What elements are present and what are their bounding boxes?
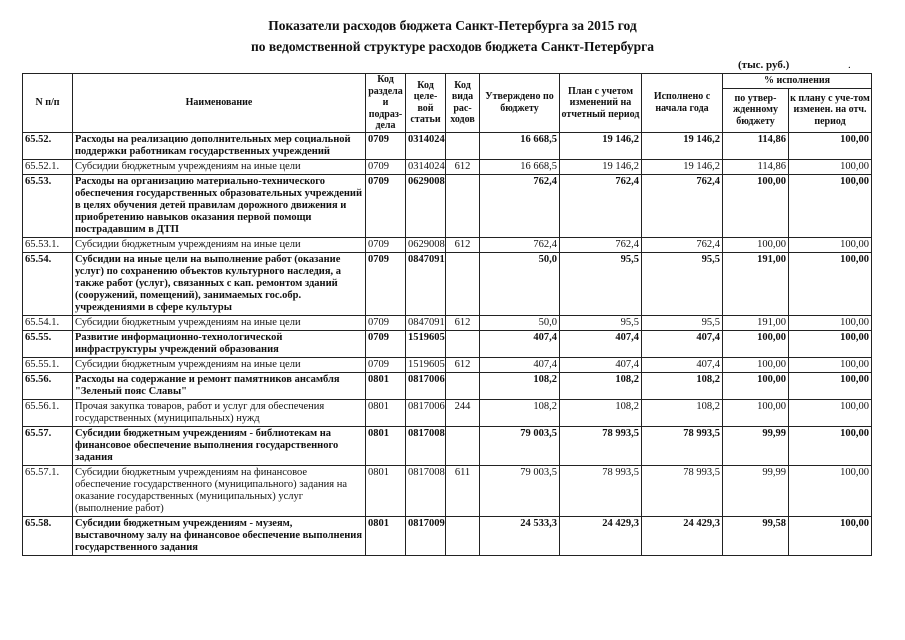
row-pct-budget: 100,00 (723, 330, 789, 357)
row-pct-budget: 100,00 (723, 357, 789, 372)
row-approved: 762,4 (480, 174, 560, 237)
table-row (23, 372, 872, 399)
row-plan: 78 993,5 (560, 426, 642, 465)
row-name: Субсидии на иные цели на выполнение работ (оказание услуг) по сохранению объектов культурного наследия, а также работ (услуг), связанных с кап. ремонтом зданий (сооружений, помещений), занимаемых гос.обр. учреждениями в сфере культуры (73, 252, 366, 315)
row-target-code: 0817006 (406, 372, 446, 399)
row-name: Субсидии бюджетным учреждениям - библиотекам на финансовое обеспечение выполнения государственного задания (73, 426, 366, 465)
row-executed: 407,4 (642, 357, 723, 372)
row-kind-code (446, 174, 480, 237)
report-title-line-2: по ведомственной структуре расходов бюджета Санкт-Петербурга (250, 39, 655, 54)
row-approved: 16 668,5 (480, 159, 560, 174)
row-plan: 108,2 (560, 372, 642, 399)
row-name: Расходы на реализацию дополнительных мер социальной поддержки работникам государственных учреждений (73, 132, 366, 159)
row-name: Субсидии бюджетным учреждениям на иные цели (73, 315, 366, 330)
row-approved: 407,4 (480, 330, 560, 357)
row-pct-budget: 99,99 (723, 426, 789, 465)
row-plan: 24 429,3 (560, 516, 642, 555)
row-pct-budget: 191,00 (723, 315, 789, 330)
row-number: 65.57.1. (23, 465, 73, 516)
row-pct-budget: 100,00 (723, 372, 789, 399)
row-target-code: 0817009 (406, 516, 446, 555)
row-kind-code (446, 516, 480, 555)
row-approved: 16 668,5 (480, 132, 560, 159)
row-approved: 24 533,3 (480, 516, 560, 555)
row-plan: 407,4 (560, 357, 642, 372)
row-approved: 50,0 (480, 315, 560, 330)
row-pct-budget: 99,99 (723, 465, 789, 516)
row-section-code: 0709 (366, 159, 406, 174)
row-pct-plan: 100,00 (789, 315, 872, 330)
row-executed: 762,4 (642, 237, 723, 252)
row-section-code: 0801 (366, 516, 406, 555)
header-target-code: Код целе-вой статьи (406, 74, 446, 133)
row-section-code: 0801 (366, 372, 406, 399)
table-row (23, 426, 872, 465)
header-approved: Утверждено по бюджету (480, 74, 560, 133)
row-executed: 24 429,3 (642, 516, 723, 555)
row-approved: 79 003,5 (480, 465, 560, 516)
row-pct-plan: 100,00 (789, 372, 872, 399)
row-target-code: 0847091 (406, 252, 446, 315)
row-name: Развитие информационно-технологической инфраструктуры учреждений образования (73, 330, 366, 357)
row-number: 65.53.1. (23, 237, 73, 252)
row-section-code: 0801 (366, 426, 406, 465)
row-approved: 407,4 (480, 357, 560, 372)
row-target-code: 0847091 (406, 315, 446, 330)
budget-table (22, 73, 872, 556)
units-label: (тыс. руб.) (738, 59, 790, 71)
row-number: 65.55. (23, 330, 73, 357)
row-executed: 95,5 (642, 315, 723, 330)
row-plan: 95,5 (560, 315, 642, 330)
table-row (23, 330, 872, 357)
row-name: Расходы на содержание и ремонт памятников ансамбля "Зеленый пояс Славы" (73, 372, 366, 399)
row-plan: 407,4 (560, 330, 642, 357)
row-executed: 19 146,2 (642, 132, 723, 159)
row-pct-budget: 100,00 (723, 237, 789, 252)
table-row (23, 399, 872, 426)
row-name: Субсидии бюджетным учреждениям на иные цели (73, 237, 366, 252)
row-target-code: 0817006 (406, 399, 446, 426)
row-executed: 762,4 (642, 174, 723, 237)
row-number: 65.53. (23, 174, 73, 237)
table-row (23, 252, 872, 315)
row-plan: 19 146,2 (560, 132, 642, 159)
table-row (23, 132, 872, 159)
table-header (23, 74, 872, 133)
row-plan: 762,4 (560, 237, 642, 252)
header-num: N п/п (23, 74, 73, 133)
header-executed: Исполнено с начала года (642, 74, 723, 133)
row-approved: 762,4 (480, 237, 560, 252)
row-number: 65.54. (23, 252, 73, 315)
row-kind-code (446, 132, 480, 159)
row-pct-plan: 100,00 (789, 516, 872, 555)
row-name: Субсидии бюджетным учреждениям на финансовое обеспечение государственного (муниципального) задания на оказание государственных (муниципальных) услуг (выполнение работ) (73, 465, 366, 516)
row-number: 65.56. (23, 372, 73, 399)
row-kind-code: 612 (446, 159, 480, 174)
row-kind-code (446, 252, 480, 315)
row-target-code: 0314024 (406, 159, 446, 174)
row-executed: 19 146,2 (642, 159, 723, 174)
table-row (23, 174, 872, 237)
row-name: Субсидии бюджетным учреждениям - музеям, выставочному залу на финансовое обеспечение выполнения государственного задания (73, 516, 366, 555)
table-row (23, 516, 872, 555)
row-executed: 108,2 (642, 399, 723, 426)
row-pct-plan: 100,00 (789, 252, 872, 315)
row-number: 65.56.1. (23, 399, 73, 426)
row-kind-code (446, 426, 480, 465)
table-row (23, 357, 872, 372)
row-number: 65.52.1. (23, 159, 73, 174)
row-section-code: 0709 (366, 132, 406, 159)
row-kind-code: 244 (446, 399, 480, 426)
row-section-code: 0709 (366, 357, 406, 372)
table-row (23, 315, 872, 330)
row-pct-plan: 100,00 (789, 132, 872, 159)
row-approved: 50,0 (480, 252, 560, 315)
row-kind-code: 611 (446, 465, 480, 516)
row-pct-budget: 100,00 (723, 174, 789, 237)
header-kind-code: Код вида рас-ходов (446, 74, 480, 133)
row-pct-plan: 100,00 (789, 174, 872, 237)
row-plan: 19 146,2 (560, 159, 642, 174)
row-pct-plan: 100,00 (789, 426, 872, 465)
row-pct-budget: 100,00 (723, 399, 789, 426)
row-target-code: 1519605 (406, 357, 446, 372)
row-kind-code: 612 (446, 357, 480, 372)
row-plan: 78 993,5 (560, 465, 642, 516)
row-plan: 762,4 (560, 174, 642, 237)
row-section-code: 0709 (366, 237, 406, 252)
row-kind-code: 612 (446, 237, 480, 252)
table-row (23, 465, 872, 516)
row-section-code: 0709 (366, 330, 406, 357)
stray-dot: . (848, 59, 851, 71)
row-target-code: 0629008 (406, 174, 446, 237)
row-plan: 108,2 (560, 399, 642, 426)
row-number: 65.58. (23, 516, 73, 555)
row-pct-plan: 100,00 (789, 465, 872, 516)
row-target-code: 0314024 (406, 132, 446, 159)
row-executed: 78 993,5 (642, 426, 723, 465)
header-name: Наименование (73, 74, 366, 133)
row-kind-code: 612 (446, 315, 480, 330)
row-target-code: 0817008 (406, 426, 446, 465)
row-plan: 95,5 (560, 252, 642, 315)
row-number: 65.57. (23, 426, 73, 465)
header-pct-budget: по утвер-жденному бюджету (723, 88, 789, 132)
row-approved: 108,2 (480, 372, 560, 399)
row-name: Субсидии бюджетным учреждениям на иные цели (73, 357, 366, 372)
row-section-code: 0801 (366, 465, 406, 516)
row-target-code: 0817008 (406, 465, 446, 516)
table-body (23, 132, 872, 555)
header-section-code: Код раздела и подраз-дела (366, 74, 406, 133)
row-name: Прочая закупка товаров, работ и услуг для обеспечения государственных (муниципальных) нужд (73, 399, 366, 426)
row-target-code: 0629008 (406, 237, 446, 252)
row-approved: 79 003,5 (480, 426, 560, 465)
row-pct-budget: 99,58 (723, 516, 789, 555)
row-pct-budget: 114,86 (723, 159, 789, 174)
table-row (23, 159, 872, 174)
row-executed: 407,4 (642, 330, 723, 357)
row-number: 65.54.1. (23, 315, 73, 330)
row-executed: 108,2 (642, 372, 723, 399)
row-name: Расходы на организацию материально-технического обеспечения государственных образовательных учреждений в целях обучения детей правилам дорожного движения и приобретению навыков оказания первой помощи пострадавшим в ДТП (73, 174, 366, 237)
row-name: Субсидии бюджетным учреждениям на иные цели (73, 159, 366, 174)
row-executed: 78 993,5 (642, 465, 723, 516)
header-pct-plan: к плану с уче-том изменен. на отч. период (789, 88, 872, 132)
table-row (23, 237, 872, 252)
report-title-line-1: Показатели расходов бюджета Санкт-Петербурга за 2015 год (268, 18, 637, 33)
row-executed: 95,5 (642, 252, 723, 315)
row-section-code: 0709 (366, 252, 406, 315)
row-number: 65.52. (23, 132, 73, 159)
row-section-code: 0709 (366, 174, 406, 237)
row-kind-code (446, 372, 480, 399)
row-pct-plan: 100,00 (789, 399, 872, 426)
header-pct-group: % исполнения (723, 74, 872, 89)
row-pct-budget: 191,00 (723, 252, 789, 315)
row-approved: 108,2 (480, 399, 560, 426)
row-pct-plan: 100,00 (789, 330, 872, 357)
row-kind-code (446, 330, 480, 357)
row-number: 65.55.1. (23, 357, 73, 372)
row-section-code: 0709 (366, 315, 406, 330)
header-plan: План с учетом изменений на отчетный период (560, 74, 642, 133)
row-pct-budget: 114,86 (723, 132, 789, 159)
row-target-code: 1519605 (406, 330, 446, 357)
row-section-code: 0801 (366, 399, 406, 426)
row-pct-plan: 100,00 (789, 159, 872, 174)
row-pct-plan: 100,00 (789, 357, 872, 372)
row-pct-plan: 100,00 (789, 237, 872, 252)
